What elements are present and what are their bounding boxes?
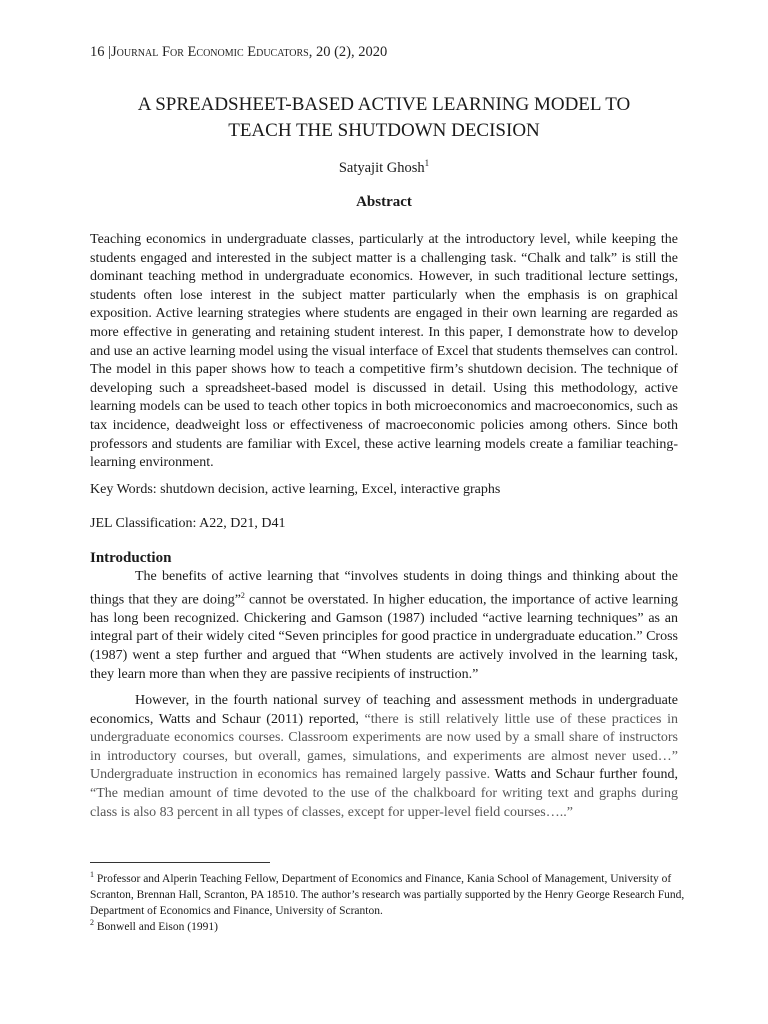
abstract-heading: Abstract: [356, 194, 412, 210]
title-line-2: TEACH THE SHUTDOWN DECISION: [228, 120, 540, 141]
keywords: Key Words: shutdown decision, active learning, Excel, interactive graphs: [90, 482, 501, 497]
footnote-2-mark: 2: [90, 918, 94, 927]
introduction-paragraph-2: [90, 692, 678, 822]
introduction-heading: Introduction: [90, 550, 172, 566]
abstract-text: Teaching economics in undergraduate classes, particularly at the introductory level, while keeping the students engaged and interested in the subject matter is a challenging task. “Chalk and talk” is still the dominant teaching method in undergraduate economics. However, in such traditional lecture settings, students often lose interest in the subject matter particularly when the emphasis is on graphical exposition. Active learning strategies where students are engaged in their own learning are regarded as more effective in generating and retaining student interest. In this paper, I demonstrate how to develop and use an active learning model using the visual interface of Excel that students themselves can control. The model in this paper shows how to teach a competitive firm’s shutdown decision. The technique of developing such a spreadsheet-based model is discussed in detail. Using this methodology, active learning models can be used to teach other topics in both microeconomics and macroeconomics, such as tax incidence, deadweight loss or effectiveness of macroeconomic policies among others. Since both professors and students are familiar with Excel, these active learning models create a familiar teaching-learning environment.: [90, 232, 678, 471]
title-line-1: A SPREADSHEET-BASED ACTIVE LEARNING MODEL TO: [137, 94, 631, 115]
intro-footnote-mark: 2: [240, 590, 245, 600]
footnote-1: [90, 867, 698, 919]
footnote-1-mark: 1: [90, 870, 94, 879]
introduction-paragraph-1: [90, 568, 678, 684]
journal-name: Journal For Economic Educators: [111, 44, 309, 60]
footnote-2: [90, 915, 698, 935]
intro-p1-part-b: cannot be overstated. In higher education, the importance of active learning has long been recognized. Chickering and Gamson (1987) included “active learning techniques” as an integral part of their widely cited “Seven principles for good practice in undergraduate education.” Cross (1987) went a step further and argued that “When students are actively involved in the learning task, they learn more than when they are passive recipients of instruction.”: [90, 592, 678, 682]
intro-p2-part-b: Watts and Schaur further found,: [490, 767, 678, 783]
footnote-divider: [90, 862, 270, 863]
jel-classification: JEL Classification: A22, D21, D41: [90, 516, 286, 531]
journal-issue: , 20 (2), 2020: [308, 44, 388, 60]
running-head: [90, 44, 387, 61]
footnote-1-text: Professor and Alperin Teaching Fellow, Department of Economics and Finance, Kania School of Management, University of Scranton, Brennan Hall, Scranton, PA 18510. The author’s research was partially supported by the Henry George Research Fund, Department of Economics and Finance, University of Scranton.: [90, 872, 685, 917]
header-separator: |: [108, 44, 112, 60]
author: [90, 158, 678, 177]
footnote-2-text: Bonwell and Eison (1991): [94, 920, 218, 933]
author-footnote-mark: 1: [424, 158, 430, 168]
intro-p1-part-a: The benefits of active learning that “involves students in doing things and thinking about the things that they are doing”: [90, 569, 678, 608]
paper-title: [90, 92, 678, 144]
intro-p2-part-a: However, in the fourth national survey of teaching and assessment methods in undergraduate economics, Watts and Schaur (2011) reported,: [90, 693, 678, 727]
intro-p2-quote-2: “The median amount of time devoted to the use of the chalkboard for writing text and graphs during class is also 83 percent in all types of classes, except for upper-level field courses…..”: [90, 785, 678, 820]
author-name: Satyajit Ghosh: [338, 159, 425, 176]
page-number: 16: [90, 44, 105, 60]
intro-p2-quote: “there is still relatively little use of these practices in undergraduate economics courses. Classroom experiments are now used by a small share of instructors in introductory courses, but overall, games, simulations, and experiments are almost never used…” Undergraduate instruction in economics has remained largely passive.: [90, 711, 678, 783]
